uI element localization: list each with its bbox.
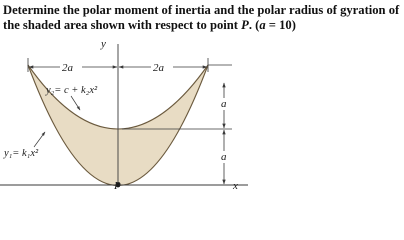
upper-curve-leader (71, 96, 80, 110)
problem-text-part1: Determine the polar moment of inertia and the polar radius of gyration of the shaded area shown with respect to point (3, 3, 400, 32)
upper-curve-label: y₂= c + k₂x² (46, 85, 98, 96)
lower-curve-label: y₁= k₁x² (4, 148, 39, 159)
width-label-left: 2a (62, 62, 73, 74)
x-axis-label: x (233, 180, 238, 191)
y-axis-label: y (101, 38, 106, 50)
height-label-upper: a (221, 98, 227, 110)
problem-a-symbol: a (259, 18, 266, 32)
width-label-right: 2a (153, 62, 164, 74)
problem-text-part2: . ( (248, 18, 260, 32)
height-label-lower: a (221, 151, 227, 163)
lower-curve-leader (34, 132, 45, 147)
problem-point-symbol: P (241, 18, 249, 32)
problem-text-part3: = 10) (265, 18, 296, 32)
point-p-label: P (114, 180, 121, 191)
